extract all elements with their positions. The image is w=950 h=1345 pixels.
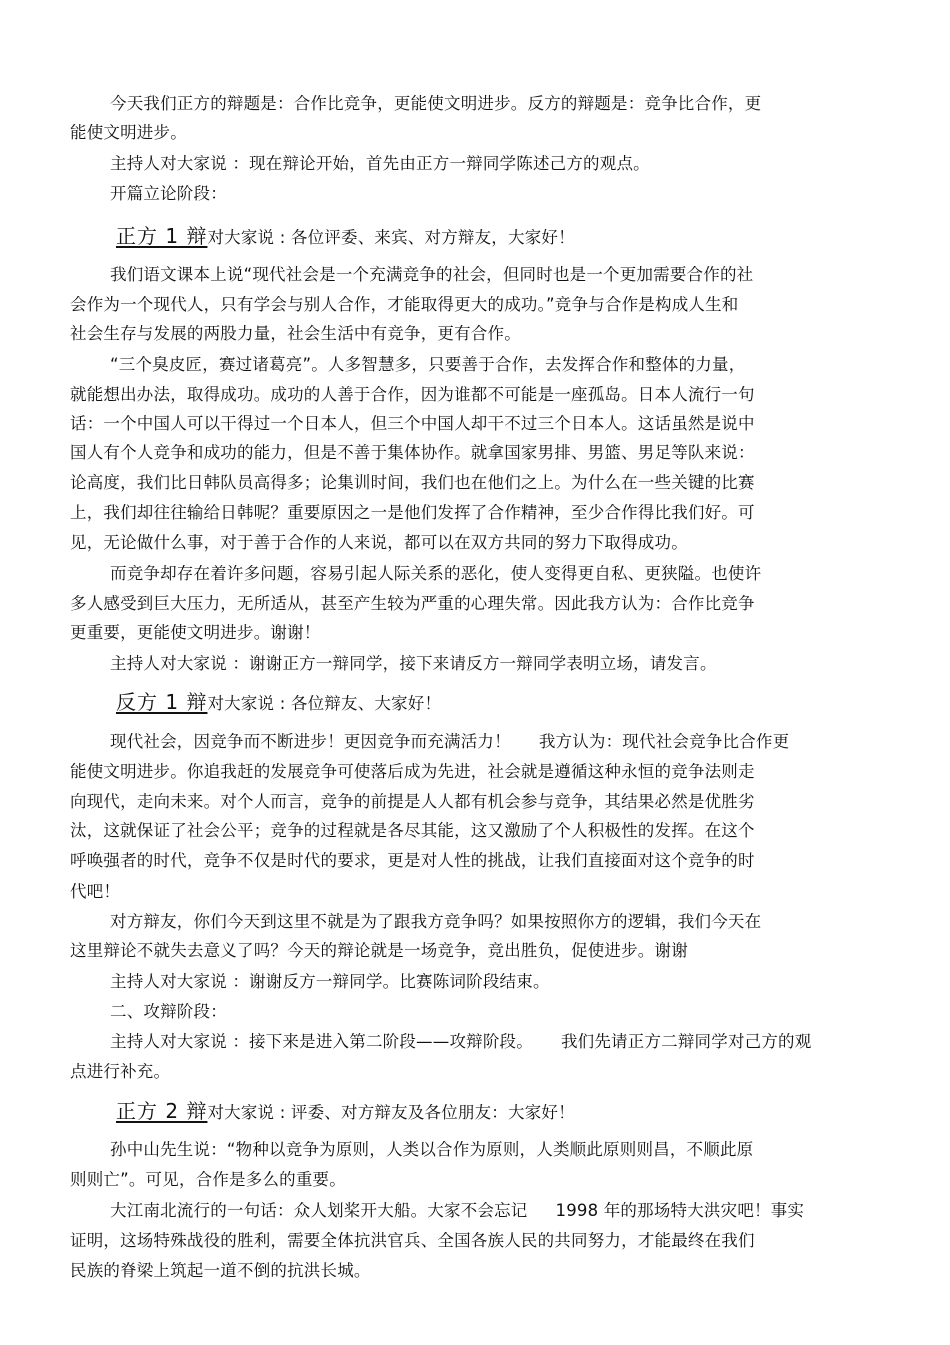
- body-line: 孙中山先生说：“物种以竞争为原则，人类以合作为原则，人类顺此原则则昌，不顺此原: [110, 1140, 754, 1159]
- body-line: 能使文明进步。你追我赶的发展竞争可使落后成为先进，社会就是遵循这种永恒的竞争法则走: [70, 762, 755, 781]
- body-line: 这里辩论不就失去意义了吗？今天的辩论就是一场竞争，竞出胜负，促使进步。谢谢: [70, 941, 688, 960]
- body-line: 话：一个中国人可以干得过一个日本人，但三个中国人却干不过三个日本人。这话虽然是说中: [70, 414, 755, 433]
- body-line: [110, 732, 789, 752]
- host-text: 我们先请正方二辩同学对己方的观: [560, 1032, 812, 1051]
- body-line: 更重要，更能使文明进步。谢谢！: [70, 623, 321, 642]
- host-line: 点进行补充。: [70, 1062, 171, 1081]
- speaker-label: 正方 2 辩: [116, 1099, 208, 1123]
- body-line: “三个臭皮匠，赛过诸葛亮”。人多智慧多，只要善于合作，去发挥合作和整体的力量，: [110, 355, 746, 374]
- body-line: 论高度，我们比日韩队员高得多；论集训时间，我们也在他们之上。为什么在一些关键的比赛: [70, 473, 755, 492]
- body-line: 见，无论做什么事，对于善于合作的人来说，都可以在双方共同的努力下取得成功。: [70, 533, 688, 552]
- host-text: 主持人对大家说 ：接下来是进入第二阶段——攻辩阶段。: [110, 1032, 533, 1051]
- body-text: 大江南北流行的一句话：众人划桨开大船。大家不会忘记: [110, 1201, 528, 1220]
- speaker-heading: [116, 226, 575, 248]
- body-line: 就能想出办法，取得成功。成功的人善于合作，因为谁都不可能是一座孤岛。日本人流行一句: [70, 385, 755, 404]
- body-line: 证明，这场特殊战役的胜利，需要全体抗洪官兵、全国各族人民的共同努力，才能最终在我们: [70, 1231, 755, 1250]
- body-line: 上，我们却往往输给日韩呢？重要原因之一是他们发挥了合作精神，至少合作得比我们好。可: [70, 503, 755, 522]
- body-line: 呼唤强者的时代，竞争不仅是时代的要求，更是对人性的挑战，让我们直接面对这个竞争的时: [70, 851, 755, 870]
- speaker-greeting: 对大家说 : 各位评委、来宾、对方辩友，大家好！: [207, 228, 575, 247]
- body-line: 对方辩友，你们今天到这里不就是为了跟我方竞争吗？如果按照你方的逻辑，我们今天在: [110, 912, 762, 931]
- body-line: 汰，这就保证了社会公平；竞争的过程就是各尽其能，这又激励了个人积极性的发挥。在这个: [70, 821, 755, 840]
- body-line: 会作为一个现代人，只有学会与别人合作，才能取得更大的成功。”竞争与合作是构成人生和: [70, 295, 739, 314]
- intro-line: 今天我们正方的辩题是：合作比竞争，更能使文明进步。反方的辩题是：竞争比合作，更: [110, 94, 762, 113]
- speaker-greeting: 对大家说 : 各位辩友、大家好！: [207, 694, 442, 713]
- body-line: 则则亡”。可见，合作是多么的重要。: [70, 1170, 346, 1189]
- speaker-heading: [116, 1101, 575, 1123]
- body-text: 1998 年的那场特大洪灾吧！事实: [555, 1201, 805, 1220]
- body-line: 多人感受到巨大压力，无所适从，甚至产生较为严重的心理失常。因此我方认为：合作比竞争: [70, 594, 755, 613]
- body-text: 现代社会，因竞争而不断进步！更因竞争而充满活力！: [110, 732, 511, 751]
- body-line: 国人有个人竞争和成功的能力，但是不善于集体协作。就拿国家男排、男篮、男足等队来说：: [70, 443, 755, 462]
- host-line: 主持人对大家说 ：现在辩论开始，首先由正方一辩同学陈述己方的观点。: [110, 154, 650, 173]
- body-line: 而竞争却存在着许多问题，容易引起人际关系的恶化，使人变得更自私、更狭隘。也使许: [110, 564, 762, 583]
- host-line: [110, 1032, 811, 1052]
- section-heading: 二、攻辩阶段：: [110, 1002, 227, 1021]
- body-line: 社会生存与发展的两股力量，社会生活中有竞争，更有合作。: [70, 324, 521, 343]
- body-line: 向现代，走向未来。对个人而言，竞争的前提是人人都有机会参与竞争，其结果必然是优胜劣: [70, 792, 755, 811]
- body-line: 我们语文课本上说“现代社会是一个充满竞争的社会，但同时也是一个更加需要合作的社: [110, 265, 754, 284]
- speaker-greeting: 对大家说 : 评委、对方辩友及各位朋友：大家好！: [207, 1103, 575, 1122]
- host-line: 主持人对大家说 ：谢谢反方一辩同学。比赛陈词阶段结束。: [110, 972, 550, 991]
- speaker-heading: [116, 692, 441, 714]
- host-line: 主持人对大家说 ：谢谢正方一辩同学，接下来请反方一辩同学表明立场，请发言。: [110, 654, 717, 673]
- body-line: 代吧！: [70, 882, 121, 901]
- body-text: 我方认为：现代社会竞争比合作更: [538, 732, 790, 751]
- speaker-label: 正方 1 辩: [116, 224, 208, 248]
- speaker-label: 反方 1 辩: [116, 690, 208, 714]
- section-heading: 开篇立论阶段：: [110, 184, 227, 203]
- body-line: [110, 1201, 804, 1221]
- body-line: 民族的脊梁上筑起一道不倒的抗洪长城。: [70, 1261, 371, 1280]
- intro-line: 能使文明进步。: [70, 123, 187, 142]
